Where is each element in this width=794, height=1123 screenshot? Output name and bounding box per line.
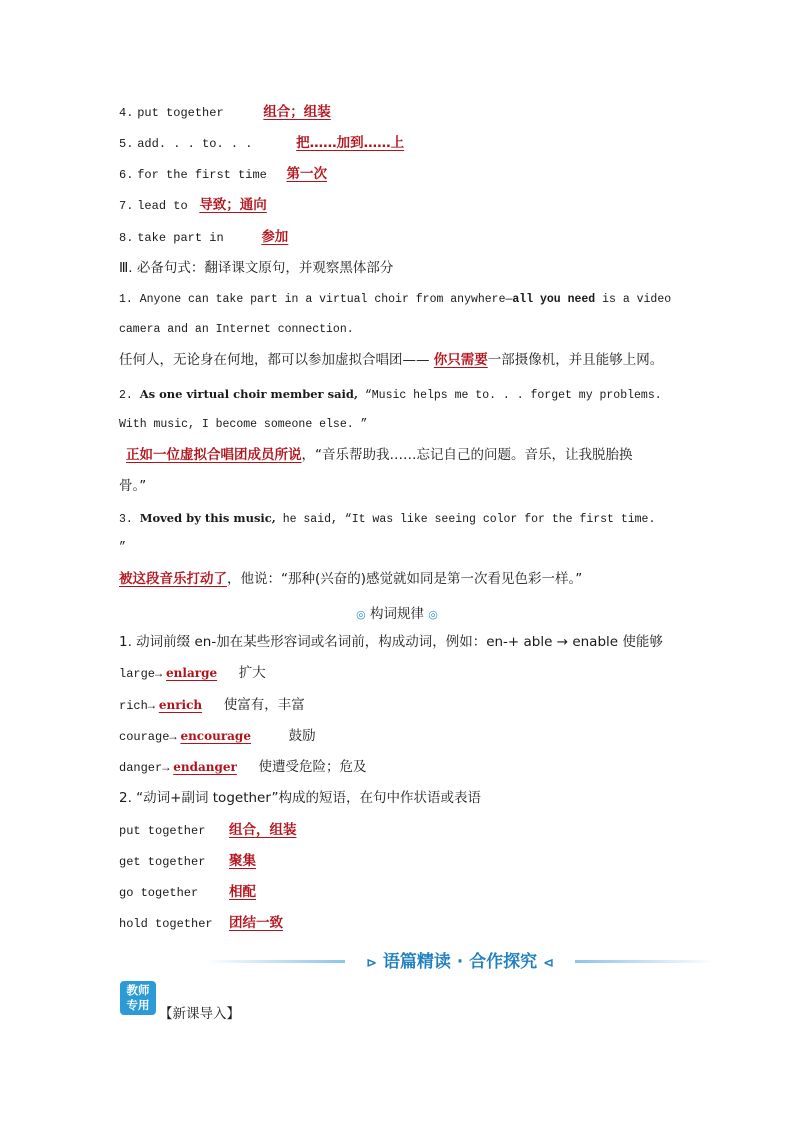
answer-text: 相配 [229,884,256,900]
teacher-only-badge: 教师 专用 [120,981,156,1015]
answer-text: 参加 [261,229,289,245]
word-row: put together 组合，组装 [119,822,297,838]
phrase-row: 4. put together 组合；组装 [119,104,331,120]
sentence-en-cont: camera and an Internet connection. [119,323,354,336]
lesson-intro-label: 【新课导入】 [159,1006,240,1022]
answer-text: 被这段音乐打动了 [119,571,227,587]
sentence-en: 2. As one virtual choir member said, “Music helps me to. . . forget my problems. [119,387,662,402]
answer-text: 团结一致 [229,915,283,931]
answer-text: enlarge [166,666,218,680]
answer-text: 聚集 [229,853,256,869]
word-row: rich→ enrich 使富有，丰富 [119,697,305,713]
answer-text: 你只需要 [433,352,488,368]
answer-text: 导致；通向 [199,197,267,213]
word-row: go together 相配 [119,884,256,900]
double-arrow-left-icon: ⊲ [543,956,554,971]
word-row: courage→ encourage 鼓励 [119,728,316,744]
answer-text: 第一次 [286,166,328,182]
word-row: danger→ endanger 使遭受危险；危及 [119,759,367,775]
answer-text: 正如一位虚拟合唱团成员所说 [126,447,302,463]
section-banner: ⊳ 语篇精读 · 合作探究 ⊲ [205,950,715,974]
rule-text: 1. 动词前缀 en-加在某些形容词或名词前，构成动词，例如：en-+ able → enable 使能够 [119,634,663,650]
sentence-en: 1. Anyone can take part in a virtual choir from anywhere—all you need is a video [119,293,672,306]
section-title: ◎ 构词规律 ◎ [356,606,438,622]
sentence-cn: 正如一位虚拟合唱团成员所说，“音乐帮助我……忘记自己的问题。音乐，让我脱胎换 [126,447,633,463]
sentence-cn-cont: 骨。” [119,478,147,494]
circle-bullet-icon: ◎ [428,608,438,621]
word-row: large→ enlarge 扩大 [119,665,266,681]
phrase-row: 8. take part in 参加 [119,229,289,245]
answer-text: endanger [173,760,237,774]
double-arrow-right-icon: ⊳ [366,956,377,971]
section-heading: Ⅲ. 必备句式：翻译课文原句，并观察黑体部分 [119,260,394,276]
phrase-row: 7. lead to 导致；通向 [119,197,267,213]
rule-text: 2. “动词+副词 together”构成的短语，在句中作状语或表语 [119,790,481,806]
circle-bullet-icon: ◎ [356,608,366,621]
sentence-en-cont: ” [119,541,126,554]
answer-text: enrich [158,698,203,712]
answer-text: 组合；组装 [263,104,331,120]
sentence-cn: 任何人，无论身在何地，都可以参加虚拟合唱团—— 你只需要一部摄像机，并且能够上网。 [119,352,664,368]
phrase-row: 5. add. . . to. . . 把……加到……上 [119,135,405,151]
sentence-en-cont: With music, I become someone else. ” [119,418,368,431]
answer-text: 把……加到……上 [296,135,405,151]
answer-text: 组合，组装 [229,822,297,838]
word-row: hold together 团结一致 [119,915,283,931]
sentence-en: 3. Moved by this music, he said, “It was like seeing color for the first time. [119,511,656,526]
phrase-row: 6. for the first time 第一次 [119,166,328,182]
word-row: get together 聚集 [119,853,256,869]
answer-text: encourage [180,729,251,743]
sentence-cn: 被这段音乐打动了，他说：“那种(兴奋的)感觉就如同是第一次看见色彩一样。” [119,571,583,587]
